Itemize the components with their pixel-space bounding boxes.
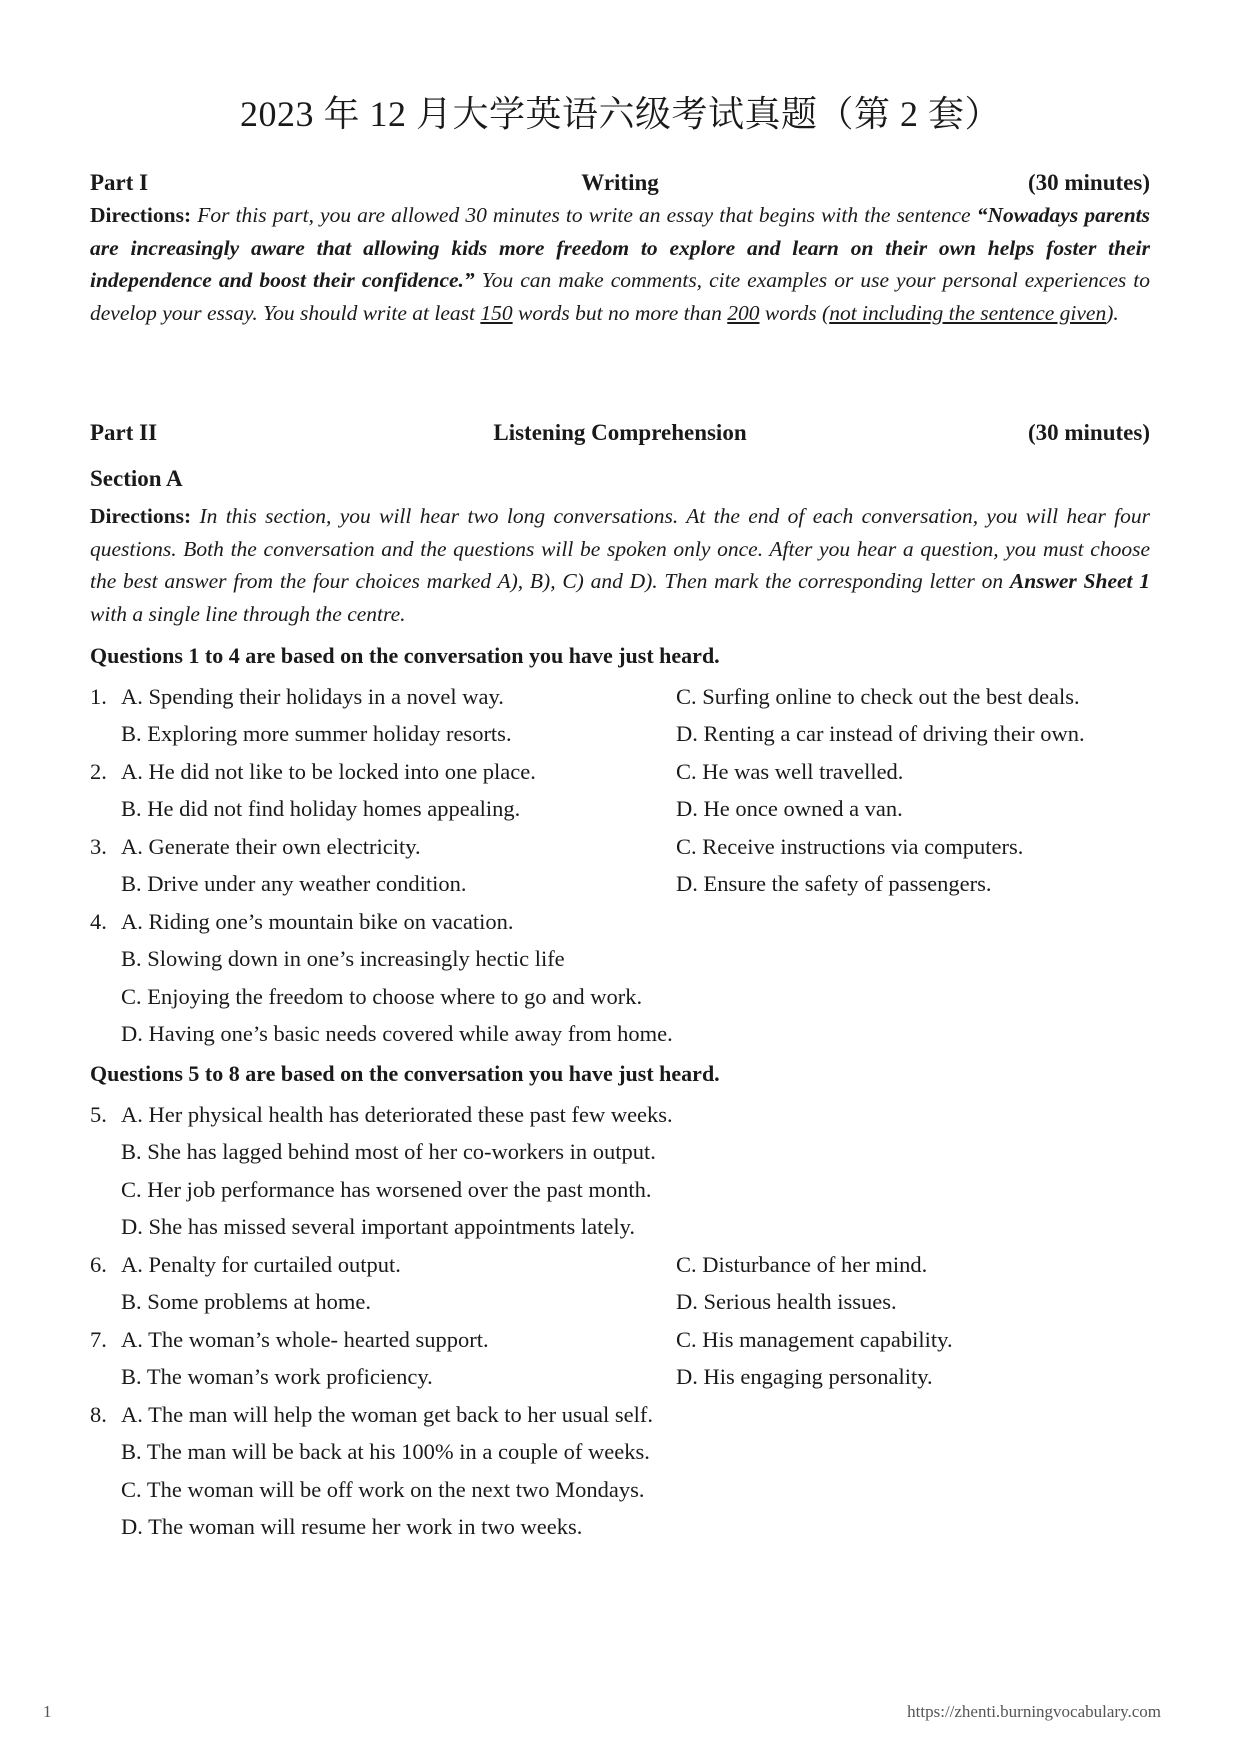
option-d: D. Ensure the safety of passengers. (676, 871, 992, 896)
min-words: 150 (480, 300, 513, 325)
part2-label: Part II (90, 420, 158, 445)
part1-name: Writing (581, 170, 659, 195)
exclusion-note: not including the sentence given (829, 300, 1107, 325)
part1-directions (90, 199, 1150, 329)
option-c: C. Surfing online to check out the best deals. (676, 684, 1080, 709)
option-b: B. Exploring more summer holiday resorts. (121, 721, 512, 746)
option-c: C. Disturbance of her mind. (676, 1252, 928, 1277)
option-c: C. Her job performance has worsened over the past month. (121, 1177, 652, 1202)
option-a: A. He did not like to be locked into one place. (121, 759, 536, 784)
option-c: C. His management capability. (676, 1327, 953, 1352)
option-b: B. She has lagged behind most of her co-workers in output. (121, 1139, 656, 1164)
part2-directions (90, 500, 1150, 630)
option-d: D. The woman will resume her work in two weeks. (121, 1514, 583, 1539)
directions-text: words ( (759, 300, 830, 325)
max-words: 200 (727, 300, 760, 325)
option-a: A. Riding one’s mountain bike on vacation. (121, 909, 514, 934)
part2-header (90, 420, 1150, 450)
directions-text: with a single line through the centre. (90, 601, 406, 626)
question-number: 5. (90, 1102, 107, 1127)
option-b: B. The man will be back at his 100% in a couple of weeks. (121, 1439, 650, 1464)
section-a-heading: Section A (90, 466, 183, 491)
option-c: C. He was well travelled. (676, 759, 904, 784)
question-group-heading: Questions 5 to 8 are based on the conversation you have just heard. (90, 1061, 720, 1086)
answer-sheet-ref: Answer Sheet 1 (1009, 569, 1150, 593)
option-c: C. The woman will be off work on the next two Mondays. (121, 1477, 645, 1502)
option-b: B. Some problems at home. (121, 1289, 371, 1314)
directions-label: Directions: (90, 203, 192, 227)
question-number: 7. (90, 1327, 107, 1352)
option-c: C. Receive instructions via computers. (676, 834, 1024, 859)
part2-name: Listening Comprehension (493, 420, 747, 445)
question-number: 1. (90, 684, 107, 709)
question-group-heading: Questions 1 to 4 are based on the conversation you have just heard. (90, 643, 720, 668)
directions-text: In this section, you will hear two long conversations. At the end of each conversation, you will hear four questions. Both the conversation and the questions will be spoken only once. After you hear a question, you must choose the best answer from the four choices marked A), B), C) and D). Then mark the corresponding letter on (90, 504, 1150, 593)
part1-header (90, 170, 1150, 200)
option-b: B. Slowing down in one’s increasingly hectic life (121, 946, 565, 971)
question-number: 8. (90, 1402, 107, 1427)
option-c: C. Enjoying the freedom to choose where to go and work. (121, 984, 643, 1009)
option-a: A. Her physical health has deteriorated these past few weeks. (121, 1102, 673, 1127)
option-d: D. She has missed several important appointments lately. (121, 1214, 636, 1239)
directions-label: Directions: (90, 504, 192, 528)
option-d: D. His engaging personality. (676, 1364, 933, 1389)
question-number: 6. (90, 1252, 107, 1277)
option-a: A. Generate their own electricity. (121, 834, 421, 859)
part1-label: Part I (90, 170, 149, 195)
question-number: 4. (90, 909, 107, 934)
option-a: A. The woman’s whole- hearted support. (121, 1327, 489, 1352)
option-b: B. The woman’s work proficiency. (121, 1364, 433, 1389)
option-a: A. Spending their holidays in a novel way. (121, 684, 504, 709)
option-b: B. Drive under any weather condition. (121, 871, 467, 896)
part2-time: (30 minutes) (1027, 420, 1150, 445)
directions-text: For this part, you are allowed 30 minutes to write an essay that begins with the sentence (197, 203, 977, 227)
directions-text: You can make comments, cite examples or use your personal experiences to develop your essay. You should write at least (90, 268, 1150, 325)
question-number: 2. (90, 759, 107, 784)
page-number: 1 (43, 1702, 52, 1721)
option-a: A. Penalty for curtailed output. (121, 1252, 401, 1277)
page-title: 2023 年 12 月大学英语六级考试真题（第 2 套） (239, 94, 1001, 134)
option-d: D. Serious health issues. (676, 1289, 897, 1314)
question-number: 3. (90, 834, 107, 859)
option-d: D. Having one’s basic needs covered while away from home. (121, 1021, 673, 1046)
option-a: A. The man will help the woman get back to her usual self. (121, 1402, 653, 1427)
essay-prompt: “Nowadays parents are increasingly aware that allowing kids more freedom to explore and learn on their own helps foster their independence and boost their confidence.” (90, 203, 1151, 292)
footer-url[interactable]: https://zhenti.burningvocabulary.com (907, 1702, 1161, 1721)
option-d: D. He once owned a van. (676, 796, 903, 821)
option-d: D. Renting a car instead of driving their own. (676, 721, 1085, 746)
option-b: B. He did not find holiday homes appealing. (121, 796, 521, 821)
directions-text: words but no more than (512, 300, 728, 325)
part1-time: (30 minutes) (1027, 170, 1150, 195)
directions-text: ). (1106, 300, 1119, 325)
